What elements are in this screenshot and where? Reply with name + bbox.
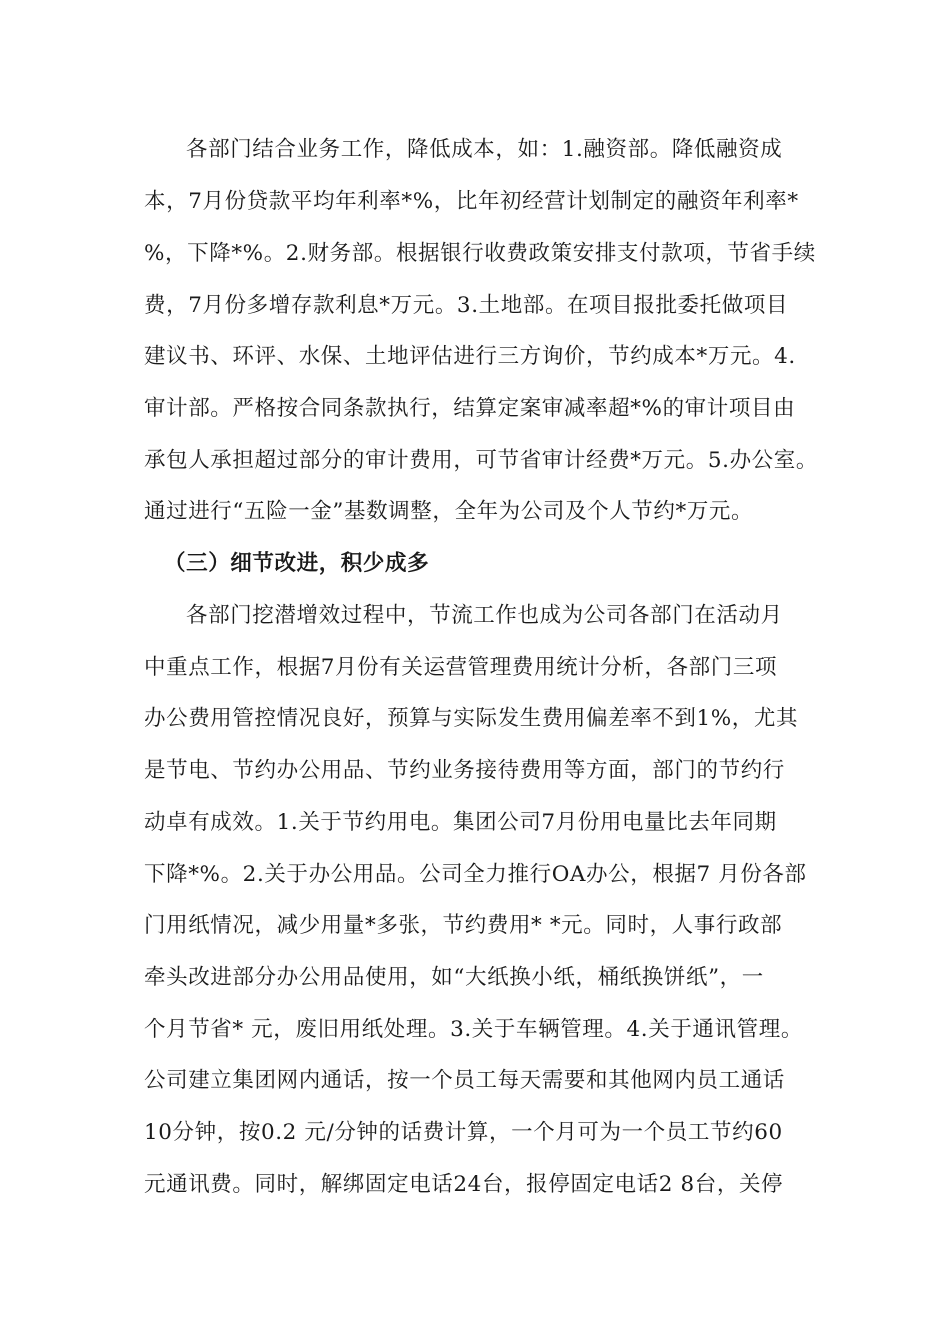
paragraph-2-line-10: 公司建立集团网内通话，按一个员工每天需要和其他网内员工通话 <box>144 1068 785 1093</box>
paragraph-1-line-2: 本，7月份贷款平均年利率*%，比年初经营计划制定的融资年利率* <box>144 189 799 214</box>
paragraph-2-line-11: 10分钟，按0.2 元/分钟的话费计算，一个月可为一个员工节约60 <box>144 1120 783 1145</box>
paragraph-2-line-6: 下降*%。2.关于办公用品。公司全力推行OA办公，根据7 月份各部 <box>144 862 807 887</box>
paragraph-2-line-7: 门用纸情况，减少用量*多张，节约费用* *元。同时，人事行政部 <box>144 913 783 938</box>
paragraph-1-line-4: 费，7月份多增存款利息*万元。3.土地部。在项目报批委托做项目 <box>144 293 789 318</box>
paragraph-1-line-5: 建议书、环评、水保、土地评估进行三方询价，节约成本*万元。4. <box>144 344 796 369</box>
paragraph-2-line-4: 是节电、节约办公用品、节约业务接待费用等方面，部门的节约行 <box>144 758 785 783</box>
paragraph-2-line-3: 办公费用管控情况良好，预算与实际发生费用偏差率不到1%，尤其 <box>144 706 799 731</box>
paragraph-1-line-6: 审计部。严格按合同条款执行，结算定案审减率超*%的审计项目由 <box>144 396 796 421</box>
paragraph-1-line-8: 通过进行“五险一金”基数调整，全年为公司及个人节约*万元。 <box>144 499 754 524</box>
paragraph-1-line-3: %，下降*%。2.财务部。根据银行收费政策安排支付款项，节省手续 <box>144 241 816 266</box>
paragraph-2-line-8: 牵头改进部分办公用品使用，如“大纸换小纸，桶纸换饼纸”，一 <box>144 965 764 990</box>
paragraph-1-line-7: 承包人承担超过部分的审计费用，可节省审计经费*万元。5.办公室。 <box>144 448 818 473</box>
paragraph-2-line-2: 中重点工作，根据7月份有关运营管理费用统计分析，各部门三项 <box>144 655 778 680</box>
paragraph-2-line-9: 个月节省* 元，废旧用纸处理。3.关于车辆管理。4.关于通讯管理。 <box>144 1017 803 1042</box>
section-heading: （三）细节改进，积少成多 <box>164 551 430 576</box>
paragraph-2-line-12: 元通讯费。同时，解绑固定电话24台，报停固定电话2 8台，关停 <box>144 1172 784 1197</box>
paragraph-1-line-1: 各部门结合业务工作，降低成本，如：1.融资部。降低融资成 <box>186 137 783 162</box>
paragraph-2-line-5: 动卓有成效。1.关于节约用电。集团公司7月份用电量比去年同期 <box>144 810 777 835</box>
paragraph-2-line-1: 各部门挖潜增效过程中，节流工作也成为公司各部门在活动月 <box>186 603 783 628</box>
